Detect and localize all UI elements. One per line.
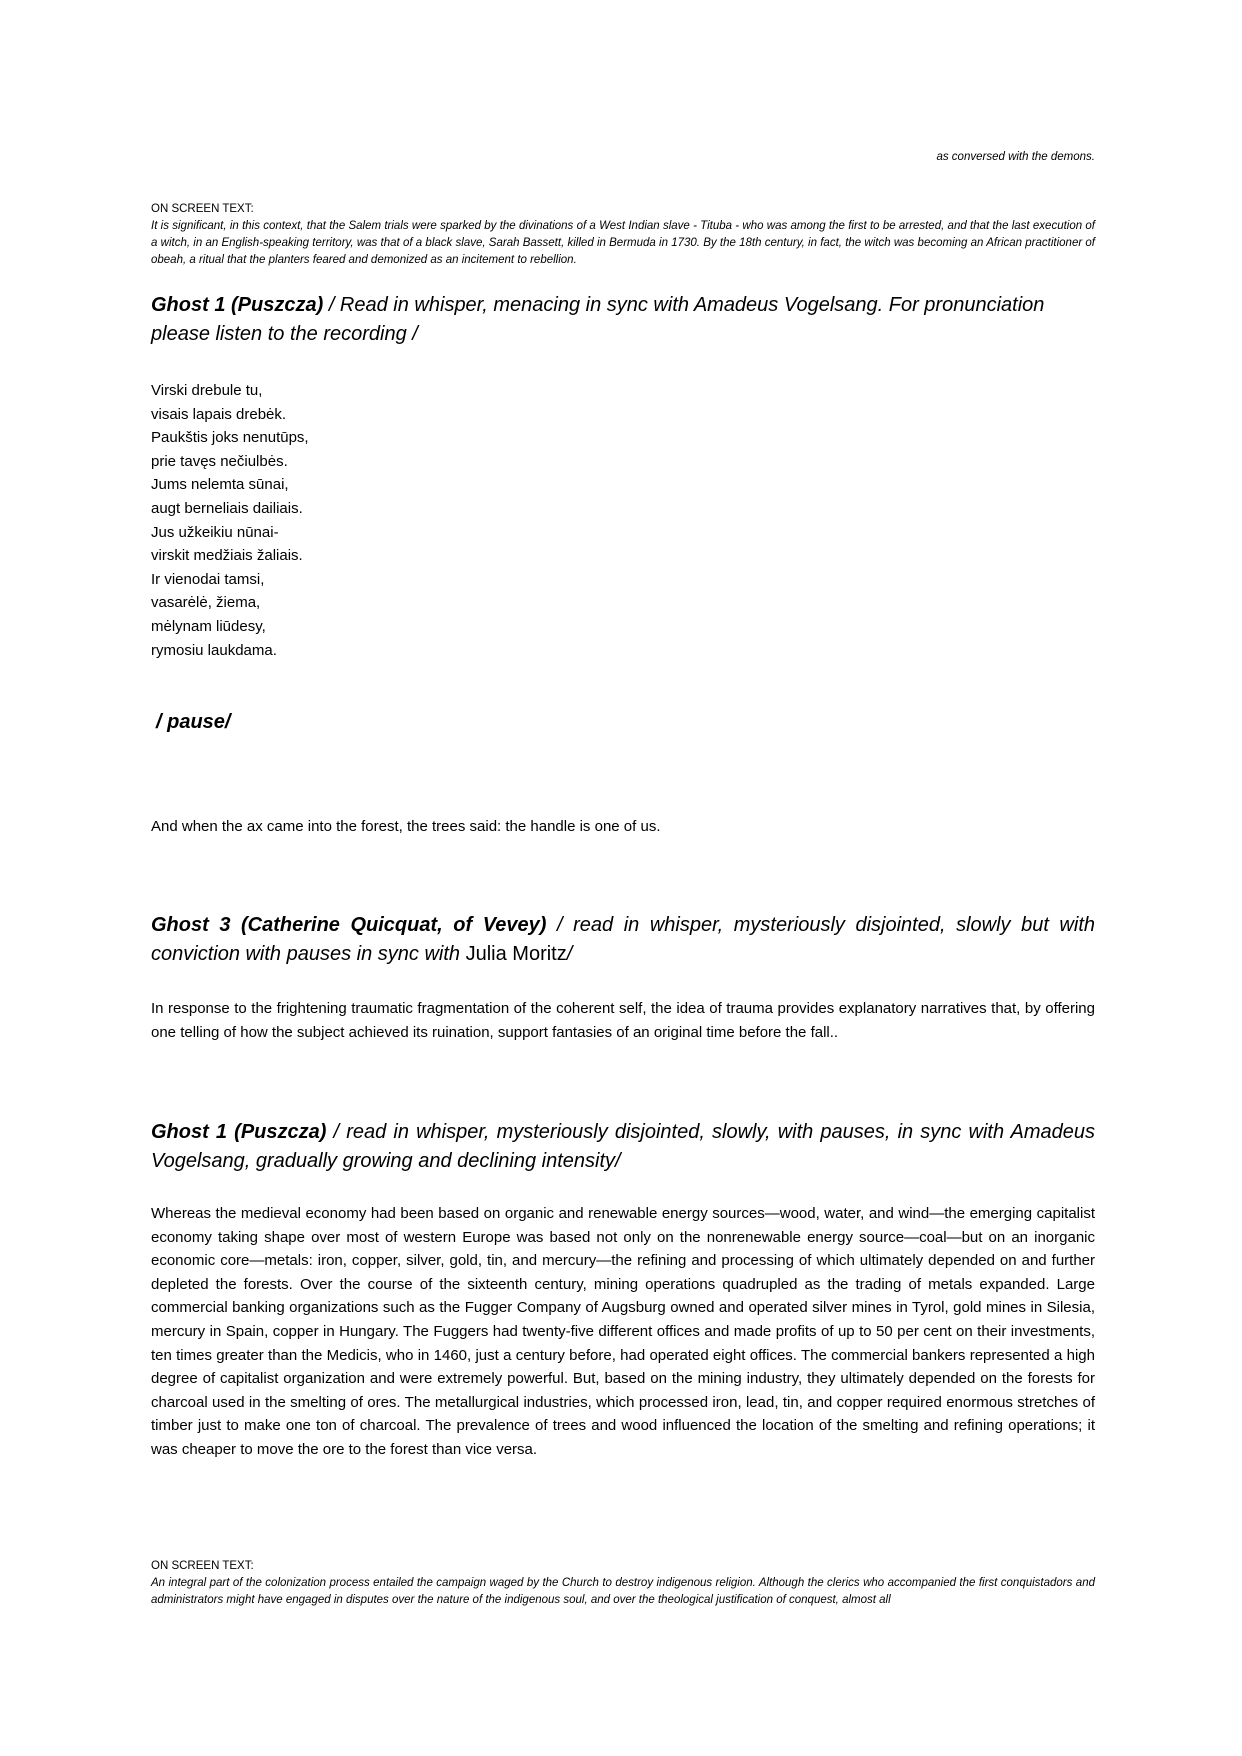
onscreen-text-label: ON SCREEN TEXT: xyxy=(151,203,254,215)
onscreen-text-label-2: ON SCREEN TEXT: xyxy=(151,1560,254,1572)
stage-direction-end: / xyxy=(566,943,573,965)
poem-line: vasarėlė, žiema, xyxy=(151,594,261,612)
performer-name: Julia Moritz xyxy=(465,943,567,965)
poem-line: Paukštis joks nenutūps, xyxy=(151,429,309,447)
top-note: as conversed with the demons. xyxy=(936,151,1095,163)
poem-line: virskit medžiais žaliais. xyxy=(151,547,303,565)
speaker-name: Ghost 3 (Catherine Quicquat, of Vevey) xyxy=(151,914,547,936)
poem-line: mėlynam liūdesy, xyxy=(151,617,266,635)
ghost-1-heading xyxy=(151,291,1095,349)
poem-line: augt berneliais dailiais. xyxy=(151,499,303,517)
poem-line: visais lapais drebėk. xyxy=(151,405,287,423)
stage-direction: / read in whisper, mysteriously disjointed, slowly, with pauses, in sync with Amadeus Vogelsang, gradually growing and declining intensity/ xyxy=(151,1121,1095,1172)
poem xyxy=(151,379,309,662)
poem-line: Jus užkeikiu nūnai- xyxy=(151,523,279,541)
poem-line: Jums nelemta sūnai, xyxy=(151,476,289,494)
poem-line: rymosiu laukdama. xyxy=(151,641,277,659)
speaker-name: Ghost 1 (Puszcza) xyxy=(151,294,324,316)
pause-direction: / pause/ xyxy=(156,711,231,733)
trauma-paragraph: In response to the frightening traumatic fragmentation of the coherent self, the idea of trauma provides explanatory narratives that, by offering one telling of how the subject achieved its ruination, support fantasies of an original time before the fall.. xyxy=(151,1000,1095,1041)
poem-line: Virski drebule tu, xyxy=(151,382,263,399)
economy-paragraph: Whereas the medieval economy had been based on organic and renewable energy sources—wood, water, and wind—the emerging capitalist economy taking shape over most of western Europe was based not only on the nonrenewable energy source—coal—but on an inorganic economic core—metals: iron, copper, silver, gold, tin, and mercury—the refining and processing of which ultimately depended on and further depleted the forests. Over the course of the sixteenth century, mining operations quadrupled as the trading of metals expanded. Large commercial banking organizations such as the Fugger Company of Augsburg owned and operated silver mines in Tyrol, gold mines in Silesia, mercury in Spain, copper in Hungary. The Fuggers had twenty-five different offices and made profits of up to 50 per cent on their investments, ten times greater than the Medicis, who in 1460, just a century before, had operated eight offices. The commercial bankers represented a high degree of capitalist organization and were extremely powerful. But, based on the mining industry, they ultimately depended on the forests for charcoal used in the smelting of ores. The metallurgical industries, which processed iron, lead, tin, and copper required enormous stretches of timber just to make one ton of charcoal. The prevalence of trees and wood influenced the location of the smelting and refining operations; it was cheaper to move the ore to the forest than vice versa. xyxy=(151,1205,1095,1458)
ghost-3-heading xyxy=(151,911,1095,969)
onscreen-text-paragraph: It is significant, in this context, that the Salem trials were sparked by the divinations of a West Indian slave - Tituba - who was among the first to be arrested, and that the last execution of a witch, in an English-speaking territory, was that of a black slave, Sarah Bassett, killed in Bermuda in 1730. By the 18th century, in fact, the witch was becoming an African practitioner of obeah, a ritual that the planters feared and demonized as an incitement to rebellion. xyxy=(151,220,1095,266)
poem-line: Ir vienodai tamsi, xyxy=(151,570,265,588)
stage-direction: / Read in whisper, menacing in sync with Amadeus Vogelsang. For pronunciation please listen to the recording / xyxy=(151,294,1045,345)
ax-line: And when the ax came into the forest, the trees said: the handle is one of us. xyxy=(151,818,661,835)
ghost-1-heading-2 xyxy=(151,1118,1095,1176)
document-page xyxy=(151,0,1095,1756)
poem-line: prie tavęs nečiulbės. xyxy=(151,452,288,470)
onscreen-text-paragraph-2: An integral part of the colonization process entailed the campaign waged by the Church to destroy indigenous religion. Although the clerics who accompanied the first conquistadors and administrators might have engaged in disputes over the nature of the indigenous soul, and over the theological justification of conquest, almost all xyxy=(151,1577,1095,1606)
stage-direction: / read in whisper, mysteriously disjointed, slowly but with conviction with pauses in sync with xyxy=(151,914,1095,965)
speaker-name: Ghost 1 (Puszcza) xyxy=(151,1121,327,1143)
